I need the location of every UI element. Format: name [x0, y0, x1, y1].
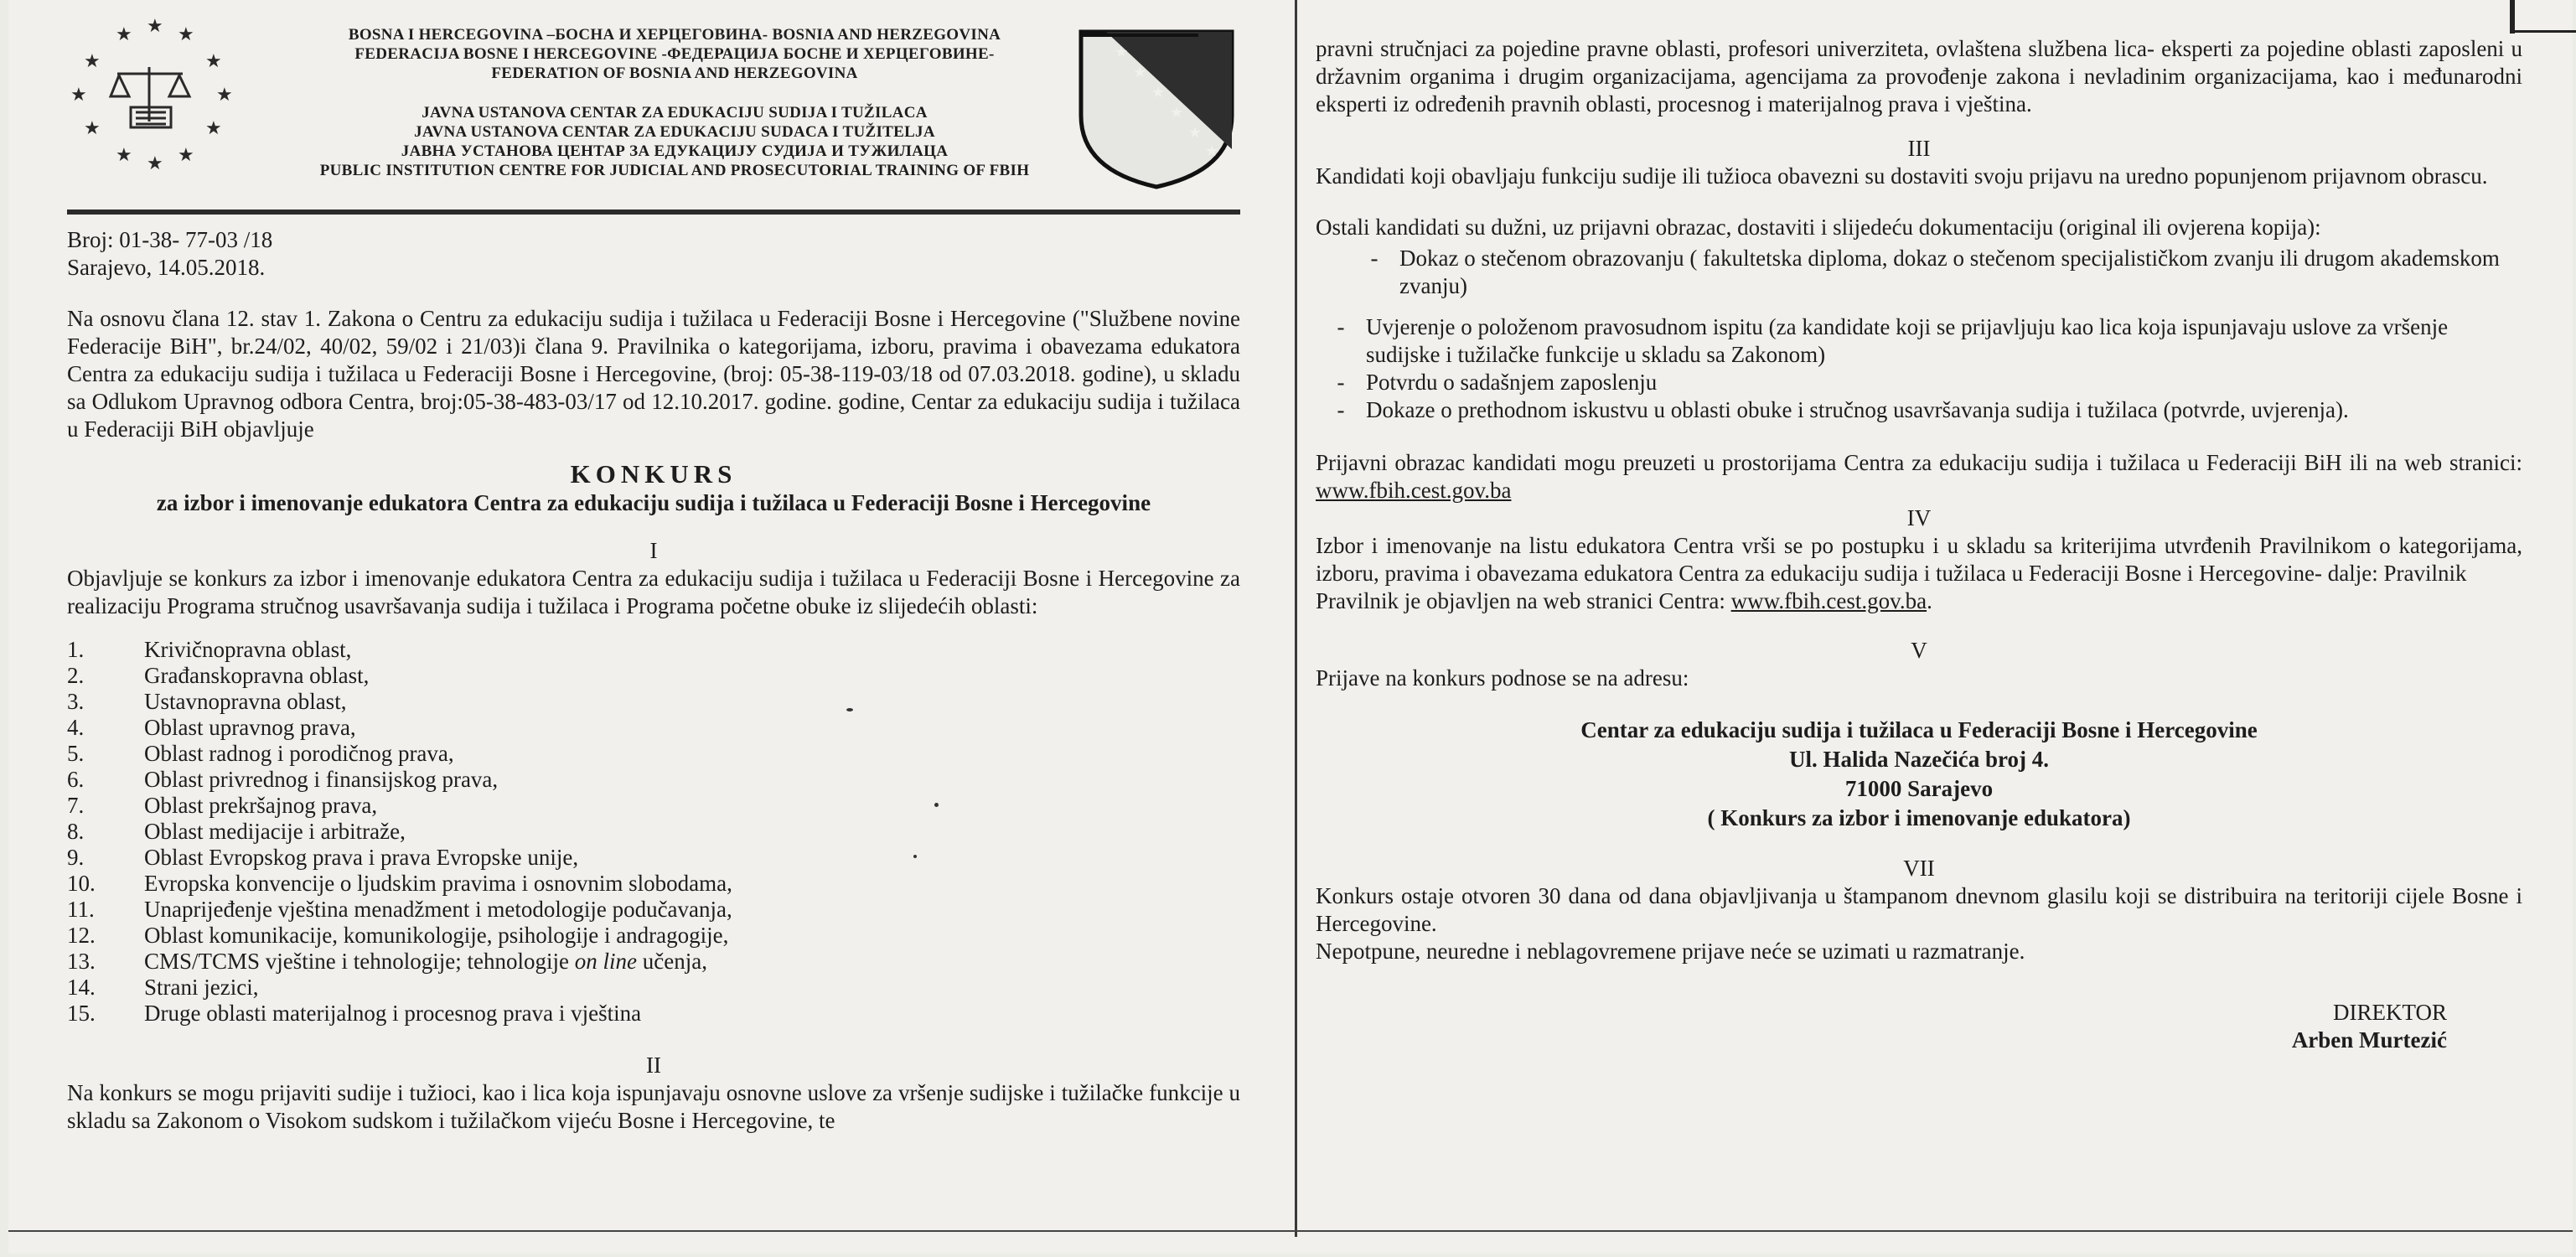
paper-speck — [913, 855, 917, 858]
justice-stars-logo — [67, 8, 243, 176]
svg-text:★: ★ — [1133, 64, 1147, 81]
section-v-text: Prijave na konkurs podnose se na adresu: — [1316, 665, 1689, 691]
section-vii-text: Konkurs ostaje otvoren 30 dana od dana objavljivanja u štampanom dnevnom glasilu koji se distribuira na teritoriji cijele Bosne i Hercegovine. — [1316, 883, 2522, 936]
frame-edge-rule — [2514, 30, 2576, 33]
address-line: Centar za edukaciju sudija i tužilaca u Federaciji Bosne i Hercegovine — [1580, 717, 2258, 742]
signatory-role: DIREKTOR — [2332, 1000, 2447, 1025]
konkurs-heading: KONKURS — [570, 459, 737, 489]
document-title — [67, 460, 1240, 489]
paper-speck — [846, 708, 853, 711]
svg-text:★: ★ — [1205, 142, 1219, 160]
list-item: 8. Oblast medijacije i arbitraže, — [67, 819, 406, 844]
svg-text:★: ★ — [84, 118, 101, 139]
section-vii-numeral: VII — [1903, 856, 1935, 881]
section-i-text: Objavljuje se konkurs za izbor i imenovanje edukatora Centra za edukaciju sudija i tužilaca u Federaciji Bosne i Hercegovine za realizaciju Programa stručnog usavršavanja sudija i tužilaca i Programa početne obuke iz slijedećih oblasti: — [67, 566, 1240, 618]
web-link[interactable]: www.fbih.cest.gov.ba — [1316, 478, 1512, 503]
list-item: 3. Ustavnopravna oblast, — [67, 689, 347, 714]
reference-number: Broj: 01-38- 77-03 /18 — [67, 227, 273, 252]
header-rule — [67, 210, 1240, 215]
address-line: Ul. Halida Nazečića broj 4. — [1789, 747, 2049, 772]
section-ii-text-continued: pravni stručnjaci za pojedine pravne oblasti, profesori univerziteta, ovlaštena službena lica- eksperti za pojedine oblasti zaposleni u državnim organima i drugim organizacijama, agencijama za provođenje zakona i nevladinim organizacijama, kao i međunarodni eksperti iz određenih pravnih oblasti, procesnog i materijalnog prava i vještina. — [1316, 36, 2522, 116]
svg-text:★: ★ — [84, 51, 101, 72]
document-meta — [67, 226, 1240, 282]
list-item: 2. Građanskopravna oblast, — [67, 663, 370, 688]
right-column — [1316, 0, 2522, 1254]
list-item: 4. Oblast upravnog prava, — [67, 715, 356, 740]
svg-text:★: ★ — [216, 85, 233, 106]
list-item: 15. Druge oblasti materijalnog i procesnog prava i vještina — [67, 1001, 642, 1026]
left-column — [67, 0, 1240, 1254]
section-iii-numeral: III — [1907, 136, 1931, 161]
paper-speck — [934, 803, 939, 807]
section-ii-text-start: Na konkurs se mogu prijaviti sudije i tužioci, kao i lica koja ispunjavaju osnovne uslove za vršenje sudijske i tužilačke funkcije u skladu sa Zakonom o Visokom sudskom i tužilačkom vijeću Bosne i Hercegovine, te — [67, 1080, 1240, 1133]
svg-text:★: ★ — [205, 51, 222, 72]
section-iii-text-2: Ostali kandidati su dužni, uz prijavni obrazac, dostaviti i slijedeću dokumentaciju (original ili ovjerena kopija): — [1316, 215, 2321, 240]
required-documents-list — [1349, 245, 2522, 300]
document-subtitle: za izbor i imenovanje edukatora Centra za edukaciju sudija i tužilaca u Federaciji Bosne i Hercegovine — [156, 490, 1151, 515]
list-item: 12. Oblast komunikacije, komunikologije, psihologije i andragogije, — [67, 923, 729, 948]
header-line-1: BOSNA I HERCEGOVINA –БОСНА И ХЕРЦЕГОВИНА- BOSNIA AND HERZEGOVINA — [348, 26, 1001, 44]
svg-text:★: ★ — [178, 145, 194, 166]
section-iv-numeral: IV — [1906, 505, 1932, 530]
list-item: - Dokaze o prethodnom iskustvu u oblasti obuke i stručnog usavršavanja sudija i tužilaca (potvrde, uvjerenja). — [1337, 397, 2349, 422]
list-item: 11. Unaprijeđenje vještina menadžment i metodologije podučavanja, — [67, 897, 732, 922]
form-download-text: Prijavni obrazac kandidati mogu preuzeti u prostorijama Centra za edukaciju sudija i tužilaca u Federaciji BiH ili na web stranici: www.fbih.cest.gov.ba — [1316, 450, 2522, 503]
submission-address — [1316, 716, 2522, 833]
intro-paragraph: Na osnovu člana 12. stav 1. Zakona o Centru za edukaciju sudija i tužilaca u Federaciji Bosne i Hercegovine ("Službene novine Federacije BiH", br.24/02, 40/02, 59/02 i 21/03)i člana 9. Pravilnika o kategorijama, izboru, pravima i obavezama edukatora Centra za edukaciju sudija i tužilaca u Federaciji Bosne i Hercegovine, (broj: 05-38-119-03/18 od 07.03.2018. godine), u skladu sa Odlukom Upravnog odbora Centra, broj:05-38-483-03/17 od 12.10.2017. godine. godine, Centar za edukaciju sudija i tužilaca u Federaciji BiH objavljuje — [67, 306, 1240, 442]
svg-text:★: ★ — [70, 85, 87, 106]
section-iii-text-1: Kandidati koji obavljaju funkciju sudije ili tužioca obavezni su dostaviti svoju prijavu na uredno popunjenom prijavnom obrascu. — [1316, 163, 2488, 189]
section-iv-link-line: Pravilnik je objavljen na web stranici Centra: www.fbih.cest.gov.ba. — [1316, 588, 1932, 613]
list-item: - Potvrdu o sadašnjem zaposlenju — [1337, 370, 1658, 395]
list-item: 14. Strani jezici, — [67, 975, 259, 1000]
address-line: ( Konkurs za izbor i imenovanje edukatora) — [1707, 805, 2131, 830]
required-documents-list-cont — [1316, 313, 2522, 424]
svg-text:★: ★ — [147, 153, 163, 174]
signature-block — [1316, 999, 2447, 1054]
list-item: 5. Oblast radnog i porodičnog prava, — [67, 741, 454, 766]
header-line-3: FEDERATION OF BOSNIA AND HERZEGOVINA — [491, 65, 858, 82]
letterhead — [67, 0, 1240, 201]
section-v-numeral: V — [1911, 638, 1927, 663]
newspaper-page — [8, 0, 2573, 1254]
section-vii-note: Nepotpune, neuredne i neblagovremene prijave neće se uzimati u razmatranje. — [1316, 939, 2025, 964]
list-item: 13. CMS/TCMS vještine i tehnologije; tehnologije on line učenja, — [67, 949, 707, 974]
list-item: 10. Evropska konvencije o ljudskim pravima i osnovnim slobodama, — [67, 871, 732, 896]
svg-text:★: ★ — [147, 16, 163, 37]
svg-text:★: ★ — [1151, 84, 1166, 101]
institution-header — [235, 25, 1115, 180]
svg-text:★: ★ — [116, 145, 132, 166]
list-item: 7. Oblast prekršajnog prava, — [67, 793, 378, 818]
svg-text:★: ★ — [1170, 104, 1184, 122]
header-line-6: ЈАВНА УСТАНОВА ЦЕНТАР ЗА ЕДУКАЦИЈУ СУДИЈА И ТУЖИЛАЦА — [401, 142, 949, 160]
header-line-5: JAVNA USTANOVA CENTAR ZA EDUKACIJU SUDACA I TUŽITELJA — [414, 123, 935, 141]
section-ii-numeral: II — [646, 1053, 661, 1078]
list-item: - Dokaz o stečenom obrazovanju ( fakultetska diploma, dokaz o stečenom specijalističkom zvanju ili drugom akademskom zvanju) — [1370, 246, 2500, 298]
svg-text:★: ★ — [1188, 124, 1203, 142]
document-date: Sarajevo, 14.05.2018. — [67, 255, 266, 280]
address-line: 71000 Sarajevo — [1844, 776, 1994, 801]
bih-coat-of-arms-icon — [1073, 23, 1240, 191]
svg-text:★: ★ — [116, 24, 132, 45]
list-item: 9. Oblast Evropskog prava i prava Evropske unije, — [67, 845, 579, 870]
column-divider — [1295, 0, 1297, 1237]
svg-text:★: ★ — [178, 24, 194, 45]
svg-text:★: ★ — [1115, 44, 1129, 61]
section-iv-text: Izbor i imenovanje na listu edukatora Centra vrši se po postupku i u skladu sa kriterijima utvrđenih Pravilnikom o kategorijama, izboru, pravima i obavezama edukatora Centra za edukaciju sudija i tužilaca u Federaciji Bosne i Hercegovine- dalje: Pravilnik — [1316, 533, 2522, 586]
list-item: 6. Oblast privrednog i finansijskog prava, — [67, 767, 499, 792]
section-i-numeral: I — [649, 538, 658, 563]
areas-list — [67, 637, 1240, 1027]
header-line-7: PUBLIC INSTITUTION CENTRE FOR JUDICIAL AND PROSECUTORIAL TRAINING OF FBIH — [319, 162, 1030, 179]
list-item: 1. Krivičnopravna oblast, — [67, 637, 352, 662]
signatory-name: Arben Murtezić — [2291, 1027, 2447, 1053]
header-line-4: JAVNA USTANOVA CENTAR ZA EDUKACIJU SUDIJA I TUŽILACA — [422, 104, 928, 122]
web-link[interactable]: www.fbih.cest.gov.ba — [1730, 588, 1927, 613]
list-item: - Uvjerenje o položenom pravosudnom ispitu (za kandidate koji se prijavljuju kao lica koja ispunjavaju uslove za vršenje sudijske i tužilačke funkcije u skladu sa Zakonom) — [1337, 314, 2449, 367]
svg-text:★: ★ — [205, 118, 222, 139]
header-line-2: FEDERACIJA BOSNE I HERCEGOVINE -ФЕДЕРАЦИЈА БОСНЕ И ХЕРЦЕГОВИНЕ- — [354, 45, 995, 63]
